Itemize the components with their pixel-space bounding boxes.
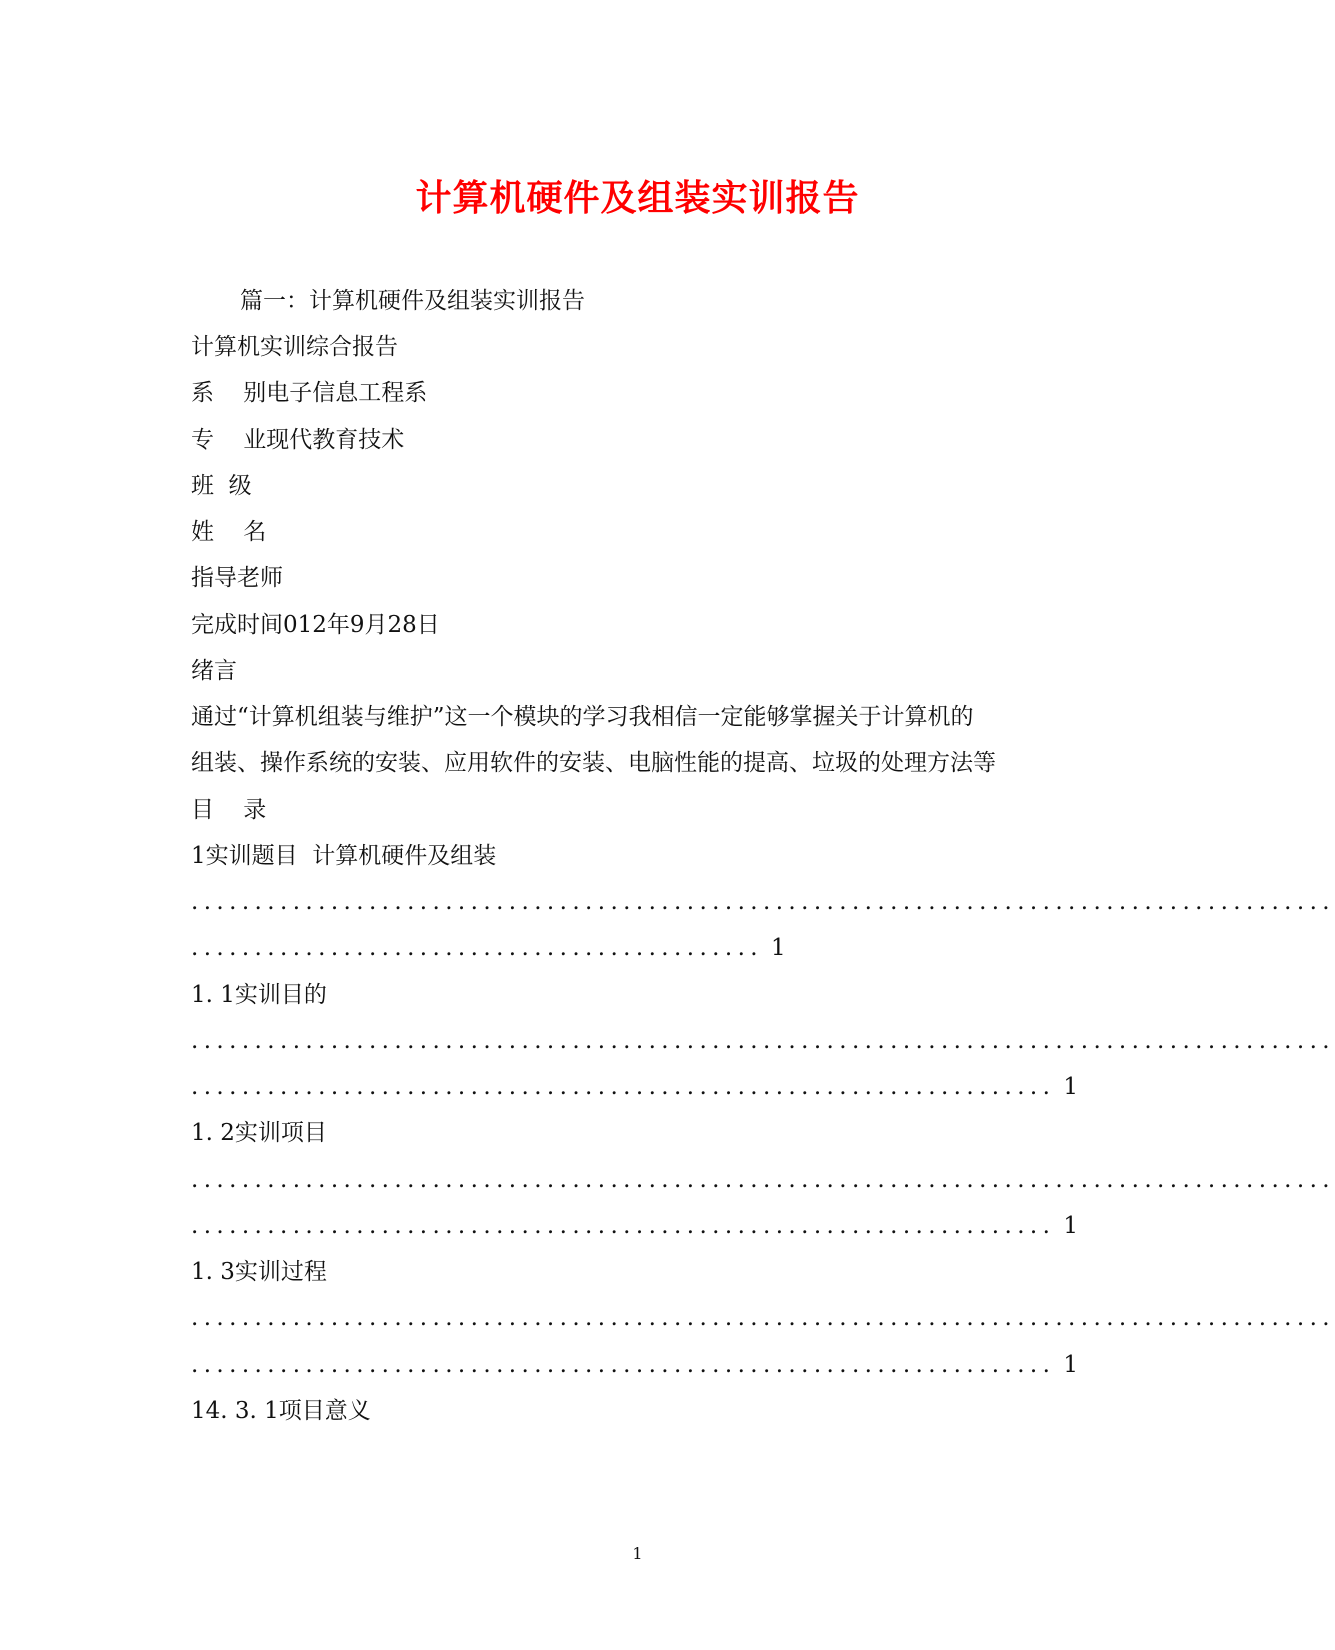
toc-leader-end — [191, 1211, 1078, 1241]
toc-leader-dots: .................................................................... — [191, 1074, 1056, 1100]
completion-date-field: 完成时间012年9月28日 — [191, 612, 440, 638]
toc-leader-end — [191, 1072, 1078, 1102]
preface-paragraph-line-2: 组装、操作系统的安装、应用软件的安装、电脑性能的提高、垃圾的处理方法等 — [191, 750, 996, 776]
page-title: 计算机硬件及组装实训报告 — [415, 177, 860, 219]
toc-leader-end — [191, 1350, 1078, 1380]
toc-leader-dots: .......................................................................................... — [191, 1028, 1335, 1054]
report-heading: 计算机实训综合报告 — [191, 334, 398, 360]
toc-entry-label: 1实训题目 计算机硬件及组装 — [191, 843, 497, 869]
toc-leader-dots: ............................................. — [191, 935, 763, 961]
toc-leader-end — [191, 933, 786, 963]
preface-heading: 绪言 — [191, 658, 237, 684]
instructor-field: 指导老师 — [191, 565, 283, 591]
toc-entry-label: 1. 1实训目的 — [191, 982, 327, 1008]
page-number: 1 — [632, 1544, 643, 1563]
toc-leader-dots: .......................................................................................... — [191, 1167, 1335, 1193]
major-field: 专 业现代教育技术 — [191, 427, 405, 453]
toc-leader-dots: .......................................................................................... — [191, 889, 1335, 915]
toc-heading: 目 录 — [191, 797, 267, 823]
name-field: 姓 名 — [191, 519, 267, 545]
toc-entry-label: 1. 3实训过程 — [191, 1259, 327, 1285]
toc-page-number: 1 — [1063, 1352, 1078, 1378]
toc-entry-label: 1. 2实训项目 — [191, 1120, 327, 1146]
subtitle-line: 篇一：计算机硬件及组装实训报告 — [240, 288, 585, 314]
toc-page-number: 1 — [1063, 1074, 1078, 1100]
department-field: 系 别电子信息工程系 — [191, 380, 428, 406]
class-field: 班 级 — [191, 473, 252, 499]
toc-leader-dots: .................................................................... — [191, 1213, 1056, 1239]
toc-entry-label: 14. 3. 1项目意义 — [191, 1398, 371, 1424]
preface-paragraph-line-1: 通过“计算机组装与维护”这一个模块的学习我相信一定能够掌握关于计算机的 — [191, 704, 974, 730]
toc-leader-dots: .................................................................... — [191, 1352, 1056, 1378]
toc-page-number: 1 — [1063, 1213, 1078, 1239]
toc-page-number: 1 — [771, 935, 786, 961]
toc-leader-dots: .......................................................................................... — [191, 1305, 1335, 1331]
